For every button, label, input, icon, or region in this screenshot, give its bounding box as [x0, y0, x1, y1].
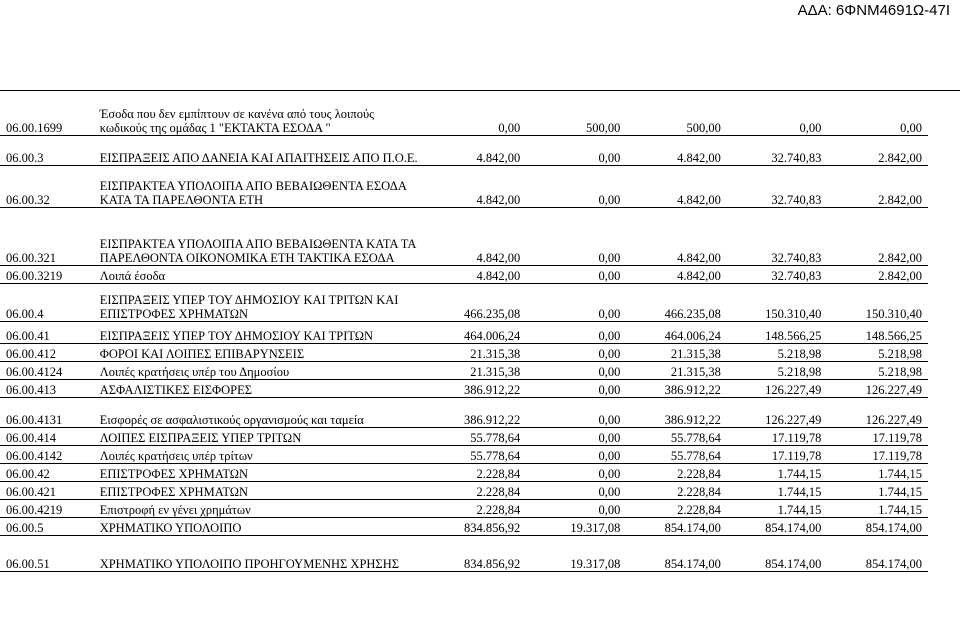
cell-v5: 126.227,49: [827, 379, 928, 397]
cell-v4: 32.740,83: [727, 207, 828, 265]
cell-v5: 17.119,78: [827, 427, 928, 445]
cell-v2: 0,00: [526, 379, 626, 397]
cell-code: 06.00.5: [0, 517, 97, 535]
cell-desc: ΕΠΙΣΤΡΟΦΕΣ ΧΡΗΜΑΤΩΝ: [97, 463, 426, 481]
cell-v5: 2.842,00: [827, 265, 928, 283]
cell-v3: 386.912,22: [626, 397, 727, 427]
cell-v3: 2.228,84: [626, 463, 727, 481]
cell-v3: 2.228,84: [626, 499, 727, 517]
table-row: [0, 517, 928, 535]
budget-table: [0, 97, 928, 572]
cell-v3: 4.842,00: [626, 265, 727, 283]
cell-v4: 0,00: [727, 97, 828, 135]
table-row: [0, 283, 928, 321]
cell-v1: 4.842,00: [426, 135, 527, 165]
cell-code: 06.00.4131: [0, 397, 97, 427]
cell-v2: 0,00: [526, 207, 626, 265]
cell-v1: 4.842,00: [426, 265, 527, 283]
cell-v4: 148.566,25: [727, 321, 828, 343]
cell-v2: 0,00: [526, 397, 626, 427]
table-row: [0, 165, 928, 207]
cell-v1: 21.315,38: [426, 361, 527, 379]
cell-v4: 1.744,15: [727, 481, 828, 499]
cell-code: 06.00.51: [0, 535, 97, 571]
cell-v4: 126.227,49: [727, 397, 828, 427]
cell-v5: 2.842,00: [827, 135, 928, 165]
cell-desc: ΕΙΣΠΡΑΚΤΕΑ ΥΠΟΛΟΙΠΑ ΑΠΟ ΒΕΒΑΙΩΘΕΝΤΑ ΚΑΤΑ ΤΑ ΠΑΡΕΛΘΟΝΤΑ ΟΙΚΟΝΟΜΙΚΑ ΕΤΗ ΤΑΚΤΙΚΑ ΕΣΟΔΑ: [97, 207, 426, 265]
cell-v1: 2.228,84: [426, 481, 527, 499]
cell-v5: 1.744,15: [827, 481, 928, 499]
cell-v4: 32.740,83: [727, 135, 828, 165]
cell-v1: 2.228,84: [426, 463, 527, 481]
cell-code: 06.00.413: [0, 379, 97, 397]
cell-v2: 0,00: [526, 283, 626, 321]
cell-v3: 4.842,00: [626, 135, 727, 165]
cell-v2: 500,00: [526, 97, 626, 135]
cell-v4: 854.174,00: [727, 535, 828, 571]
cell-v3: 386.912,22: [626, 379, 727, 397]
cell-v5: 1.744,15: [827, 499, 928, 517]
cell-v5: 0,00: [827, 97, 928, 135]
cell-v1: 386.912,22: [426, 379, 527, 397]
table-row: [0, 427, 928, 445]
cell-v5: 854.174,00: [827, 517, 928, 535]
cell-v3: 4.842,00: [626, 207, 727, 265]
cell-v4: 126.227,49: [727, 379, 828, 397]
cell-code: 06.00.4142: [0, 445, 97, 463]
cell-v5: 17.119,78: [827, 445, 928, 463]
cell-v2: 0,00: [526, 135, 626, 165]
table-row: [0, 397, 928, 427]
cell-v1: 386.912,22: [426, 397, 527, 427]
cell-v5: 2.842,00: [827, 165, 928, 207]
cell-code: 06.00.4124: [0, 361, 97, 379]
cell-v3: 55.778,64: [626, 427, 727, 445]
cell-v4: 17.119,78: [727, 445, 828, 463]
cell-code: 06.00.41: [0, 321, 97, 343]
cell-v4: 150.310,40: [727, 283, 828, 321]
table-row: [0, 499, 928, 517]
cell-v1: 4.842,00: [426, 165, 527, 207]
table-row: [0, 321, 928, 343]
cell-desc: ΕΙΣΠΡΑΚΤΕΑ ΥΠΟΛΟΙΠΑ ΑΠΟ ΒΕΒΑΙΩΘΕΝΤΑ ΕΣΟΔΑ ΚΑΤΑ ΤΑ ΠΑΡΕΛΘΟΝΤΑ ΕΤΗ: [97, 165, 426, 207]
cell-v1: 4.842,00: [426, 207, 527, 265]
cell-desc: ΦΟΡΟΙ ΚΑΙ ΛΟΙΠΕΣ ΕΠΙΒΑΡΥΝΣΕΙΣ: [97, 343, 426, 361]
cell-v4: 32.740,83: [727, 265, 828, 283]
cell-v2: 0,00: [526, 265, 626, 283]
cell-v4: 1.744,15: [727, 499, 828, 517]
cell-v1: 55.778,64: [426, 427, 527, 445]
cell-v2: 0,00: [526, 481, 626, 499]
table-row: [0, 265, 928, 283]
cell-v3: 21.315,38: [626, 343, 727, 361]
table-row: [0, 463, 928, 481]
cell-code: 06.00.3219: [0, 265, 97, 283]
cell-v4: 854.174,00: [727, 517, 828, 535]
cell-desc: Επιστροφή εν γένει χρημάτων: [97, 499, 426, 517]
cell-desc: ΑΣΦΑΛΙΣΤΙΚΕΣ ΕΙΣΦΟΡΕΣ: [97, 379, 426, 397]
table-row: [0, 379, 928, 397]
cell-v3: 464.006,24: [626, 321, 727, 343]
cell-desc: Έσοδα που δεν εμπίπτουν σε κανένα από τους λοιπούς κωδικούς της ομάδας 1 "ΕΚΤΑΚΤΑ ΕΣΟΔΑ ": [97, 97, 426, 135]
cell-v3: 55.778,64: [626, 445, 727, 463]
cell-desc: ΕΙΣΠΡΑΞΕΙΣ ΥΠΕΡ ΤΟΥ ΔΗΜΟΣΙΟΥ ΚΑΙ ΤΡΙΤΩΝ: [97, 321, 426, 343]
cell-code: 06.00.412: [0, 343, 97, 361]
cell-desc: ΕΙΣΠΡΑΞΕΙΣ ΑΠΟ ΔΑΝΕΙΑ ΚΑΙ ΑΠΑΙΤΗΣΕΙΣ ΑΠΟ Π.Ο.Ε.: [97, 135, 426, 165]
cell-v5: 5.218,98: [827, 343, 928, 361]
cell-desc: ΕΙΣΠΡΑΞΕΙΣ ΥΠΕΡ ΤΟΥ ΔΗΜΟΣΙΟΥ ΚΑΙ ΤΡΙΤΩΝ ΚΑΙ ΕΠΙΣΤΡΟΦΕΣ ΧΡΗΜΑΤΩΝ: [97, 283, 426, 321]
cell-v2: 0,00: [526, 343, 626, 361]
cell-code: 06.00.4: [0, 283, 97, 321]
cell-v3: 21.315,38: [626, 361, 727, 379]
cell-v5: 5.218,98: [827, 361, 928, 379]
cell-v3: 854.174,00: [626, 517, 727, 535]
cell-v4: 5.218,98: [727, 361, 828, 379]
cell-desc: ΛΟΙΠΕΣ ΕΙΣΠΡΑΞΕΙΣ ΥΠΕΡ ΤΡΙΤΩΝ: [97, 427, 426, 445]
cell-v2: 0,00: [526, 321, 626, 343]
cell-v5: 150.310,40: [827, 283, 928, 321]
cell-v2: 19.317,08: [526, 535, 626, 571]
ada-header: ΑΔΑ: 6ΦΝΜ4691Ω-47Ι: [797, 2, 950, 19]
table-row: [0, 135, 928, 165]
cell-v1: 2.228,84: [426, 499, 527, 517]
cell-v3: 2.228,84: [626, 481, 727, 499]
cell-v2: 0,00: [526, 445, 626, 463]
cell-v1: 466.235,08: [426, 283, 527, 321]
cell-code: 06.00.421: [0, 481, 97, 499]
cell-code: 06.00.1699: [0, 97, 97, 135]
cell-v2: 0,00: [526, 499, 626, 517]
cell-desc: Εισφορές σε ασφαλιστικούς οργανισμούς και ταμεία: [97, 397, 426, 427]
cell-v1: 55.778,64: [426, 445, 527, 463]
cell-v1: 834.856,92: [426, 517, 527, 535]
cell-code: 06.00.32: [0, 165, 97, 207]
cell-v4: 1.744,15: [727, 463, 828, 481]
cell-v1: 834.856,92: [426, 535, 527, 571]
cell-desc: ΕΠΙΣΤΡΟΦΕΣ ΧΡΗΜΑΤΩΝ: [97, 481, 426, 499]
cell-v4: 32.740,83: [727, 165, 828, 207]
cell-v5: 2.842,00: [827, 207, 928, 265]
cell-v2: 0,00: [526, 361, 626, 379]
cell-desc: ΧΡΗΜΑΤΙΚΟ ΥΠΟΛΟΙΠΟ: [97, 517, 426, 535]
cell-code: 06.00.42: [0, 463, 97, 481]
cell-v3: 466.235,08: [626, 283, 727, 321]
cell-code: 06.00.4219: [0, 499, 97, 517]
cell-v3: 500,00: [626, 97, 727, 135]
cell-v4: 17.119,78: [727, 427, 828, 445]
cell-v2: 0,00: [526, 165, 626, 207]
cell-v3: 4.842,00: [626, 165, 727, 207]
cell-desc: Λοιπά έσοδα: [97, 265, 426, 283]
table-row: [0, 343, 928, 361]
cell-v1: 21.315,38: [426, 343, 527, 361]
cell-v5: 854.174,00: [827, 535, 928, 571]
cell-v5: 1.744,15: [827, 463, 928, 481]
table-row: [0, 207, 928, 265]
table-row: [0, 361, 928, 379]
cell-v2: 19.317,08: [526, 517, 626, 535]
table-row: [0, 445, 928, 463]
cell-code: 06.00.321: [0, 207, 97, 265]
table-row: [0, 481, 928, 499]
cell-v2: 0,00: [526, 463, 626, 481]
cell-v1: 0,00: [426, 97, 527, 135]
cell-code: 06.00.414: [0, 427, 97, 445]
cell-code: 06.00.3: [0, 135, 97, 165]
cell-v3: 854.174,00: [626, 535, 727, 571]
cell-v1: 464.006,24: [426, 321, 527, 343]
cell-desc: Λοιπές κρατήσεις υπέρ τρίτων: [97, 445, 426, 463]
cell-desc: Λοιπές κρατήσεις υπέρ του Δημοσίου: [97, 361, 426, 379]
cell-v2: 0,00: [526, 427, 626, 445]
cell-desc: ΧΡΗΜΑΤΙΚΟ ΥΠΟΛΟΙΠΟ ΠΡΟΗΓΟΥΜΕΝΗΣ ΧΡΗΣΗΣ: [97, 535, 426, 571]
table-row: [0, 97, 928, 135]
cell-v5: 126.227,49: [827, 397, 928, 427]
cell-v5: 148.566,25: [827, 321, 928, 343]
table-row: [0, 535, 928, 571]
cell-v4: 5.218,98: [727, 343, 828, 361]
